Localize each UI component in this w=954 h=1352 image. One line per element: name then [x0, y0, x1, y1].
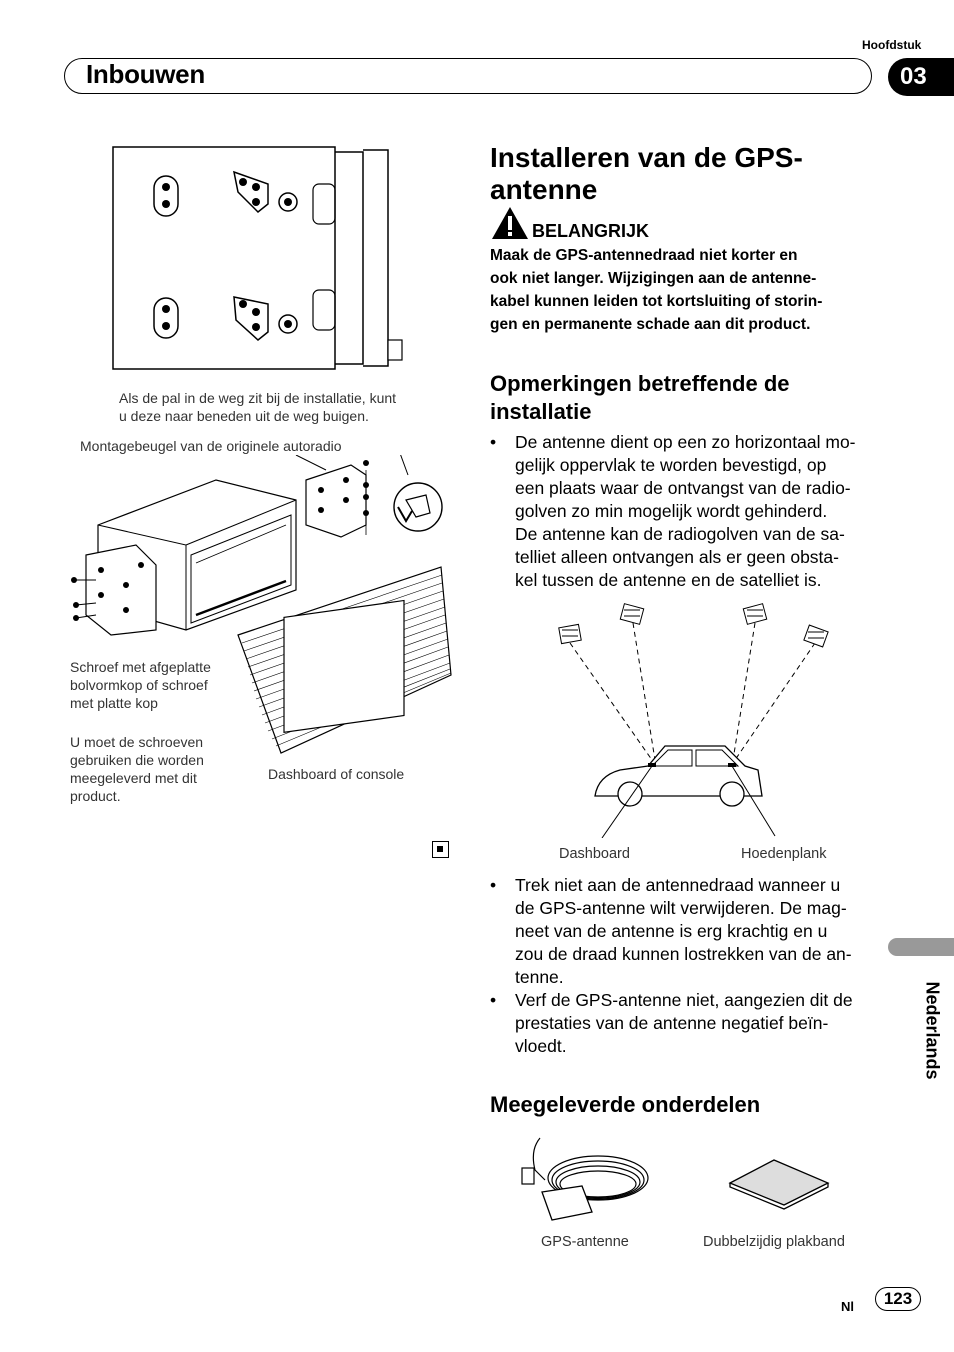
end-of-section-icon	[432, 841, 449, 858]
language-tab-marker	[888, 938, 954, 956]
chapter-number-badge: 03	[888, 58, 954, 96]
caption-pawl: Als de pal in de weg zit bij de installatie, kunt u deze naar beneden uit de weg buigen.	[119, 390, 397, 424]
page-number: 123	[875, 1287, 921, 1311]
list-item: • Verf de GPS-antenne niet, aangezien dit de prestaties van de antenne negatief beïn- vloedt.	[490, 990, 853, 1056]
warning-text: Maak de GPS-antennedraad niet korter en ook niet langer. Wijzigingen aan de antenne- kabel kunnen leiden tot kortsluiting of storin- gen en permanente schade aan dit product.	[490, 247, 823, 333]
warning-label: BELANGRIJK	[532, 221, 650, 241]
caption-screw: Schroef met afgeplatte bolvormkop of schroef met platte kop	[70, 659, 211, 711]
unit-side-illustration	[108, 142, 408, 374]
satellite-icon	[559, 624, 581, 643]
gps-antenna-illustration	[510, 1130, 660, 1230]
label-double-sided-tape: Dubbelzijdig plakband	[703, 1234, 845, 1250]
caption-dashboard-console: Dashboard of console	[268, 766, 405, 782]
label-dashboard: Dashboard	[559, 846, 630, 862]
heading-installation-notes: Opmerkingen betreffende de installatie	[490, 371, 790, 424]
list-item: • De antenne dient op een zo horizontaal mo- gelijk oppervlak te worden bevestigd, op een plaats waar de ontvangst van de radio- golven zo min mogelijk wordt gehinderd. De antenne kan de radiogolven van de sa- telliet alleen ontvangen als er geen obsta- kel tussen de antenne en de satelliet is.	[490, 432, 856, 590]
warning-icon	[490, 205, 530, 241]
footer-language-code: Nl	[841, 1299, 854, 1314]
installation-illustration	[66, 455, 456, 765]
caption-use-screws: U moet de schroeven gebruiken die worden meegeleverd met dit product.	[70, 734, 204, 804]
satellite-car-diagram	[540, 598, 860, 838]
heading-supplied-parts: Meegeleverde onderdelen	[490, 1092, 761, 1117]
notes-list-2	[490, 874, 885, 1058]
double-sided-tape-illustration	[722, 1155, 842, 1211]
caption-bracket: Montagebeugel van de originele autoradio	[80, 438, 342, 454]
label-gps-antenna: GPS-antenne	[541, 1234, 629, 1250]
list-item: • Trek niet aan de antennedraad wanneer u de GPS-antenne wilt verwijderen. De mag- neet van de antenne is erg krachtig en u zou de draad kunnen lostrekken van de an- tenne.	[490, 875, 852, 987]
section-heading-gps: Installeren van de GPS-antenne	[490, 142, 803, 205]
notes-list-1	[490, 431, 885, 592]
chapter-label: Hoofdstuk	[862, 38, 922, 52]
label-rear-shelf: Hoedenplank	[741, 846, 827, 862]
language-tab-label: Nederlands	[922, 981, 943, 1080]
section-title: Inbouwen	[86, 59, 205, 89]
